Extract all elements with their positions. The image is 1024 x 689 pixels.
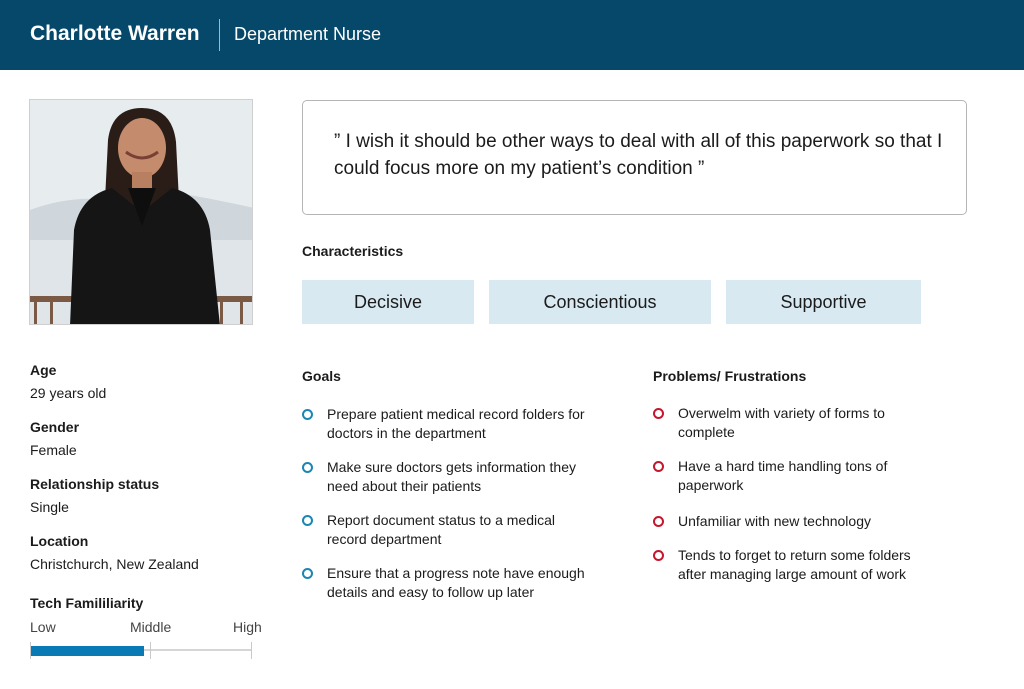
header-divider — [219, 19, 220, 51]
persona-quote: ” I wish it should be other ways to deal with all of this paperwork so that I could focus more on my patient’s condition ” — [334, 131, 943, 179]
relationship-label: Relationship status — [30, 476, 160, 492]
problems-title: Problems/ Frustrations — [653, 368, 807, 384]
goals-title: Goals — [302, 368, 341, 384]
problem-bullet-icon — [653, 550, 664, 561]
gender-label: Gender — [30, 419, 80, 435]
location-label: Location — [30, 533, 89, 549]
relationship-value: Single — [30, 499, 69, 515]
age-value: 29 years old — [30, 385, 107, 401]
problem-item: Overwelm with variety of forms to complete — [678, 405, 885, 440]
tech-tick-low — [30, 642, 31, 659]
goal-bullet-icon — [302, 568, 313, 579]
goal-item: Report document status to a medical record department — [327, 512, 556, 547]
goal-item: Ensure that a progress note have enough details and easy to follow up later — [327, 565, 585, 600]
characteristic-chip: Conscientious — [489, 280, 711, 324]
tech-tick-middle — [150, 642, 151, 659]
age-label: Age — [30, 362, 57, 378]
problem-bullet-icon — [653, 516, 664, 527]
characteristic-chip: Decisive — [302, 280, 474, 324]
tech-familiarity-fill — [30, 646, 144, 656]
problem-bullet-icon — [653, 461, 664, 472]
location-value: Christchurch, New Zealand — [30, 556, 199, 572]
tech-scale-high: High — [233, 619, 262, 635]
persona-name: Charlotte Warren — [30, 22, 200, 45]
problem-bullet-icon — [653, 408, 664, 419]
goal-item: Make sure doctors gets information they need about their patients — [327, 459, 577, 494]
tech-scale-middle: Middle — [130, 619, 172, 635]
tech-tick-high — [251, 642, 252, 659]
portrait-image — [30, 100, 253, 325]
persona-photo — [29, 99, 253, 325]
characteristic-chip: Supportive — [726, 280, 921, 324]
goal-bullet-icon — [302, 462, 313, 473]
problem-item: Have a hard time handling tons of paperwork — [678, 458, 888, 493]
goal-bullet-icon — [302, 409, 313, 420]
problem-item: Tends to forget to return some folders after managing large amount of work — [678, 547, 911, 582]
goal-bullet-icon — [302, 515, 313, 526]
persona-role: Department Nurse — [234, 24, 382, 44]
tech-scale-low: Low — [30, 619, 56, 635]
characteristics-title: Characteristics — [302, 243, 404, 259]
header-bar — [0, 0, 1024, 70]
goal-item: Prepare patient medical record folders for doctors in the department — [327, 406, 585, 441]
gender-value: Female — [30, 442, 77, 458]
problem-item: Unfamiliar with new technology — [678, 513, 871, 529]
tech-familiarity-label: Tech Famililiarity — [30, 595, 144, 611]
